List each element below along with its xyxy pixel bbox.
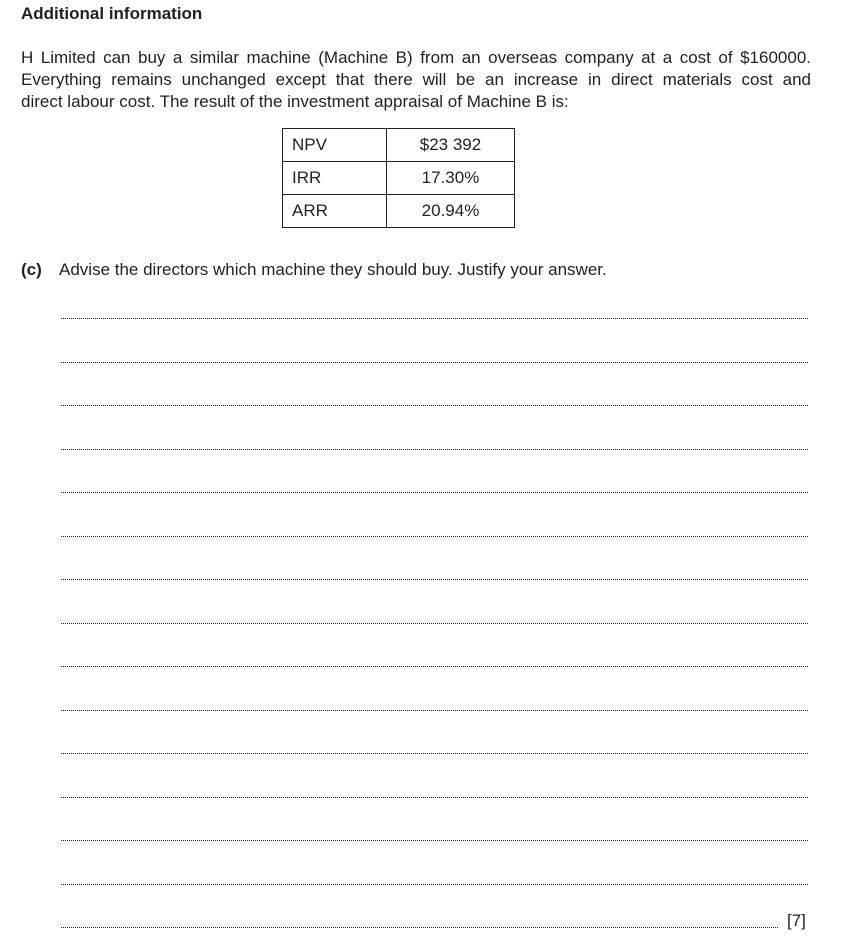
answer-line[interactable]: [61, 579, 808, 580]
metric-label: IRR: [283, 162, 387, 195]
answer-line[interactable]: [61, 449, 808, 450]
answer-area[interactable]: [61, 0, 808, 944]
answer-line[interactable]: [61, 405, 808, 406]
answer-line[interactable]: [61, 840, 808, 841]
marks-allocation: [7]: [787, 911, 806, 930]
intro-line: H Limited can buy a similar machine (Machine B) from an overseas company at a cost of $160000.: [21, 48, 811, 67]
answer-line[interactable]: [61, 666, 808, 667]
metric-label: ARR: [283, 195, 387, 228]
intro-line: Everything remains unchanged except that there will be an increase in direct materials cost and: [21, 70, 811, 89]
answer-line[interactable]: [61, 492, 808, 493]
answer-line[interactable]: [61, 753, 808, 754]
question-label: (c): [21, 260, 42, 279]
metric-value: 20.94%: [387, 195, 515, 228]
answer-line[interactable]: [61, 362, 808, 363]
question-text: Advise the directors which machine they should buy. Justify your answer.: [59, 260, 607, 279]
metric-value: $23 392: [387, 129, 515, 162]
intro-line: direct labour cost. The result of the investment appraisal of Machine B is:: [21, 92, 569, 111]
answer-line[interactable]: [61, 927, 778, 928]
answer-line[interactable]: [61, 623, 808, 624]
section-heading: Additional information: [21, 4, 203, 23]
answer-line[interactable]: [61, 318, 808, 319]
metric-label: NPV: [283, 129, 387, 162]
answer-line[interactable]: [61, 710, 808, 711]
answer-line[interactable]: [61, 884, 808, 885]
answer-line[interactable]: [61, 797, 808, 798]
metric-value: 17.30%: [387, 162, 515, 195]
answer-line[interactable]: [61, 536, 808, 537]
